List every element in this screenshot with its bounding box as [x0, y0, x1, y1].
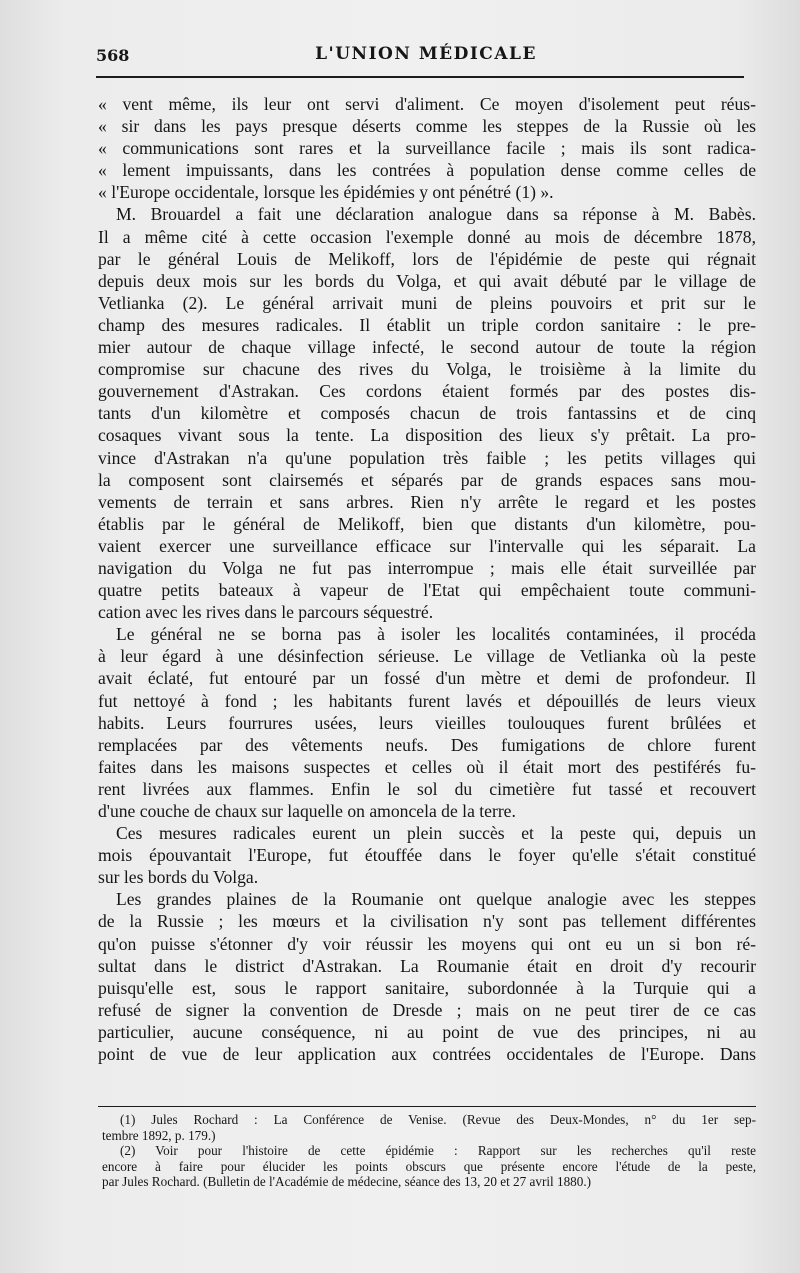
text-line: puisqu'elle est, sous le rapport sanitaire, subordonnée à la Turquie qui a	[98, 977, 756, 998]
text-line: habits. Leurs fourrures usées, leurs vieilles toulouques furent brûlées et	[98, 712, 756, 733]
text-line: champ des mesures radicales. Il établit un triple cordon sanitaire : le pre-	[98, 314, 756, 335]
text-line: navigation du Volga ne fut pas interrompue ; mais elle était surveillée par	[98, 557, 756, 578]
text-line: mier autour de chaque village infecté, le second autour de toute la région	[98, 337, 756, 358]
text-line: particulier, aucune conséquence, ni au point de vue des principes, ni au	[98, 1021, 756, 1042]
text-line: rent livrées aux flammes. Enfin le sol du cimetière fut tassé et recouvert	[98, 778, 756, 799]
text-line: quatre petits bateaux à vapeur de l'Etat qui empêchaient toute communi-	[98, 580, 756, 601]
text-line: Vetlianka (2). Le général arrivait muni de pleins pouvoirs et prit sur le	[98, 292, 756, 313]
footnote-line: (1) Jules Rochard : La Conférence de Venise. (Revue des Deux-Mondes, n° du 1er sep-	[120, 1112, 756, 1127]
footnote-line: par Jules Rochard. (Bulletin de l'Académie de médecine, séance des 13, 20 et 27 avril 1880.)	[102, 1174, 592, 1190]
text-line: la composent sont clairsemés et séparés par de grands espaces sans mou-	[98, 469, 756, 490]
text-line: vements de terrain et sans arbres. Rien n'y arrête le regard et les postes	[98, 491, 756, 512]
text-line: cosaques vivant sous la tente. La disposition des lieux s'y prêtait. La pro-	[98, 425, 756, 446]
text-line: de la Russie ; les mœurs et la civilisation n'y sont pas tellement différentes	[98, 911, 756, 932]
footnote-line: tembre 1892, p. 179.)	[102, 1127, 216, 1143]
running-head: L'UNION MÉDICALE	[315, 44, 537, 64]
text-line: M. Brouardel a fait une déclaration analogue dans sa réponse à M. Babès.	[116, 204, 756, 225]
text-line: Ces mesures radicales eurent un plein succès et la peste qui, depuis un	[116, 823, 756, 844]
text-line: remplacées par des vêtements neufs. Des fumigations de chlore furent	[98, 734, 756, 755]
text-line: faites dans les maisons suspectes et celles où il était mort des pestiférés fu-	[98, 756, 756, 777]
page-number: 568	[96, 46, 130, 65]
text-line: établis par le général de Melikoff, bien que distants d'un kilomètre, pou-	[98, 513, 756, 534]
text-line: avait éclaté, fut entouré par un fossé d'un mètre et demi de profondeur. Il	[98, 668, 756, 689]
text-line: sur les bords du Volga.	[98, 867, 259, 888]
text-line: mois épouvantait l'Europe, fut étouffée dans le foyer qu'elle s'était constitué	[98, 845, 756, 866]
text-line: vince d'Astrakan n'a qu'une population très faible ; les petits villages qui	[98, 447, 756, 468]
text-line: vaient exercer une surveillance efficace sur l'intervalle qui les séparait. La	[98, 535, 756, 556]
body-text	[98, 93, 756, 1065]
text-line: compromise sur chacune des rives du Volga, le troisième à la limite du	[98, 359, 756, 380]
text-line: qu'on puisse s'étonner d'y voir réussir les moyens qui ont eu un si bon ré-	[98, 933, 756, 954]
header-rule	[96, 76, 744, 78]
text-line: Il a même cité à cette occasion l'exemple donné au mois de décembre 1878,	[98, 226, 756, 247]
text-line: Le général ne se borna pas à isoler les localités contaminées, il procéda	[116, 624, 756, 645]
text-line: Les grandes plaines de la Roumanie ont quelque analogie avec les steppes	[116, 889, 756, 910]
text-line: « sir dans les pays presque déserts comme les steppes de la Russie où les	[98, 116, 756, 137]
text-line: point de vue de leur application aux contrées occidentales de l'Europe. Dans	[98, 1044, 756, 1065]
footnote-rule	[98, 1106, 756, 1107]
footnote-line: encore à faire pour élucider les points obscurs que présente encore l'étude de la peste,	[102, 1158, 756, 1174]
text-line: d'une couche de chaux sur laquelle on amoncela de la terre.	[98, 801, 516, 821]
text-line: gouvernement d'Astrakan. Ces cordons étaient formés par des postes dis-	[98, 381, 756, 402]
text-line: « vent même, ils leur ont servi d'aliment. Ce moyen d'isolement peut réus-	[98, 94, 756, 114]
text-line: « communications sont rares et la surveillance facile ; mais ils sont radica-	[98, 138, 756, 159]
text-line: depuis deux mois sur les bords du Volga, et qui avait débuté par le village de	[98, 270, 756, 291]
text-line: fut nettoyé à fond ; les habitants furent lavés et dépouillés de leurs vieux	[98, 690, 756, 711]
page-header	[96, 44, 756, 70]
text-line: refusé de signer la convention de Dresde ; mais on ne peut tirer de ce cas	[98, 999, 756, 1020]
text-line: à leur égard à une désinfection sérieuse. Le village de Vetlianka où la peste	[98, 646, 756, 667]
text-line: « lement impuissants, dans les contrées à population dense comme celles de	[98, 160, 756, 181]
text-line: sultat dans le district d'Astrakan. La Roumanie était en droit d'y recourir	[98, 955, 756, 976]
footnotes	[102, 1112, 756, 1190]
text-line: tants d'un kilomètre et composés chacun de trois fantassins et de cinq	[98, 403, 756, 424]
text-line: par le général Louis de Melikoff, lors de l'épidémie de peste qui régnait	[98, 248, 756, 269]
text-line: « l'Europe occidentale, lorsque les épidémies y ont pénétré (1) ».	[98, 182, 554, 203]
text-line: cation avec les rives dans le parcours séquestré.	[98, 602, 434, 623]
footnote-line: (2) Voir pour l'histoire de cette épidémie : Rapport sur les recherches qu'il reste	[120, 1143, 756, 1159]
